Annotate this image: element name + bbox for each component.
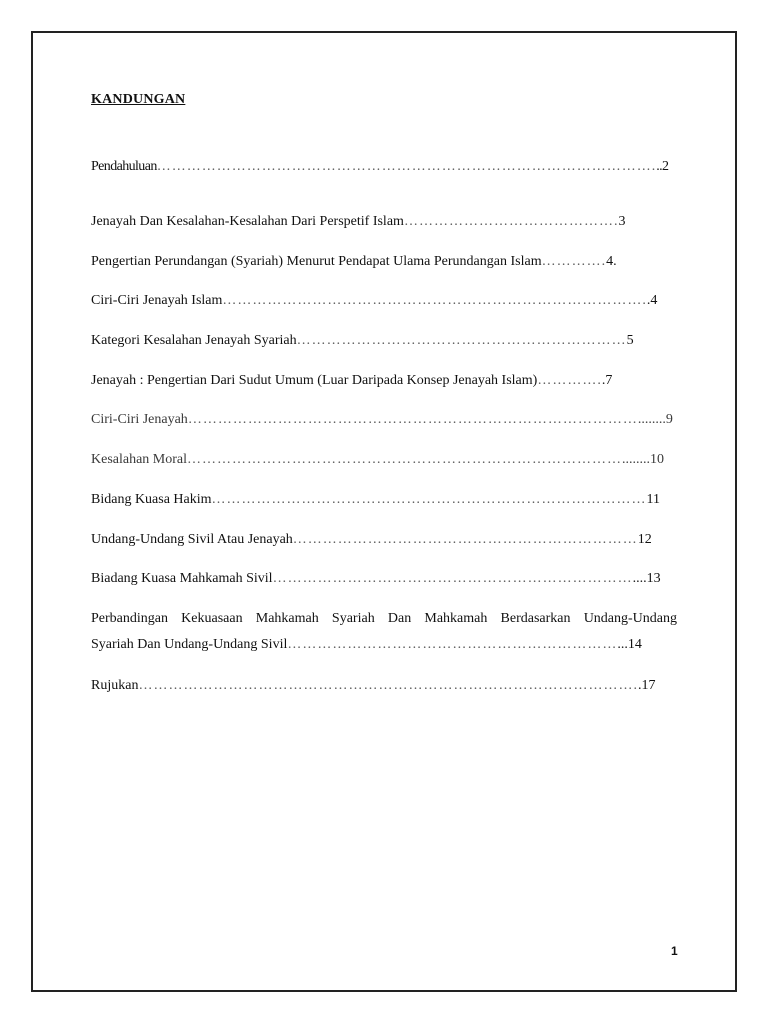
toc-entry-title: Kesalahan Moral [91,452,188,467]
toc-leader: ……………………………………………………………… [272,571,633,586]
toc-page-number: 12 [637,532,652,547]
toc-entry-title: Jenayah Dan Kesalahan-Kesalahan Dari Perspetif Islam [91,214,404,229]
toc-leader: …………………………………………………………………………… [211,492,647,507]
toc-leader: ………………………………………………………………………………………. [138,678,638,693]
toc-entry-title: Jenayah : Pengertian Dari Sudut Umum (Luar Daripada Konsep Jenayah Islam) [91,373,538,388]
toc-entry [91,451,667,469]
toc-leader: …………. [541,254,607,269]
toc-page-number: ..2 [656,159,669,174]
toc-entry-title: Syariah Dan Undang-Undang Sivil [91,637,288,652]
toc-entry [91,213,667,231]
toc-entry-title: Rujukan [91,678,139,693]
toc-entry [91,531,667,549]
toc-entry [91,372,667,390]
toc-entry [91,411,673,429]
toc-leader: …………………………………………………………………………. [222,293,647,308]
toc-page-number: 11 [646,492,661,507]
toc-page-number: .4 [646,293,658,308]
toc-leader: …………………………………………………………………………… [187,452,623,467]
toc-entry-pendahuluan [91,158,667,176]
toc-page-number: ....13 [632,571,661,586]
toc-heading: KANDUNGAN [91,92,186,107]
toc-page-number: .7 [601,373,613,388]
toc-entry-title: Ciri-Ciri Jenayah Islam [91,293,223,308]
toc-entry [91,677,667,695]
toc-page-number: ...14 [617,637,642,652]
toc-page-number: ........9 [637,412,673,427]
toc-leader: ……………………………………. [403,214,619,229]
toc-entry-title: Biadang Kuasa Mahkamah Sivil [91,571,273,586]
toc-entry [91,332,667,350]
toc-page-number: 5 [626,333,634,348]
toc-leader: ……………………………………………………………………………… [187,412,638,427]
toc-page-number: 4. [606,254,617,269]
toc-entry-title-line1: Perbandingan Kekuasaan Mahkamah Syariah Dan Mahkamah Berdasarkan Undang-Undang [91,611,677,626]
toc-entry-title: Pengertian Perundangan (Syariah) Menurut Pendapat Ulama Perundangan Islam [91,254,542,269]
page-number: 1 [671,944,678,958]
toc-entry [91,491,667,509]
toc-entry [91,636,667,654]
toc-entry-title: Undang-Undang Sivil Atau Jenayah [91,532,293,547]
toc-entry [91,292,667,310]
toc-page-number: ........10 [622,452,665,467]
toc-leader: …………. [537,373,602,388]
toc-page-number: .17 [637,678,656,693]
toc-entry [91,253,667,271]
toc-entry-title: Ciri-Ciri Jenayah [91,412,188,427]
toc-leader: ………………………………………………………………………………………. [156,159,657,174]
toc-leader: …………………………………………………………… [292,532,638,547]
toc-entry-title: Bidang Kuasa Hakim [91,492,212,507]
toc-page-number: 3 [618,214,626,229]
toc-leader: ………………………………………………………… [287,637,618,652]
toc-entry [91,570,667,588]
toc-leader: ………………………………………………………… [296,333,627,348]
toc-entry-title: Pendahuluan [91,159,157,174]
toc-entry-title: Kategori Kesalahan Jenayah Syariah [91,333,297,348]
